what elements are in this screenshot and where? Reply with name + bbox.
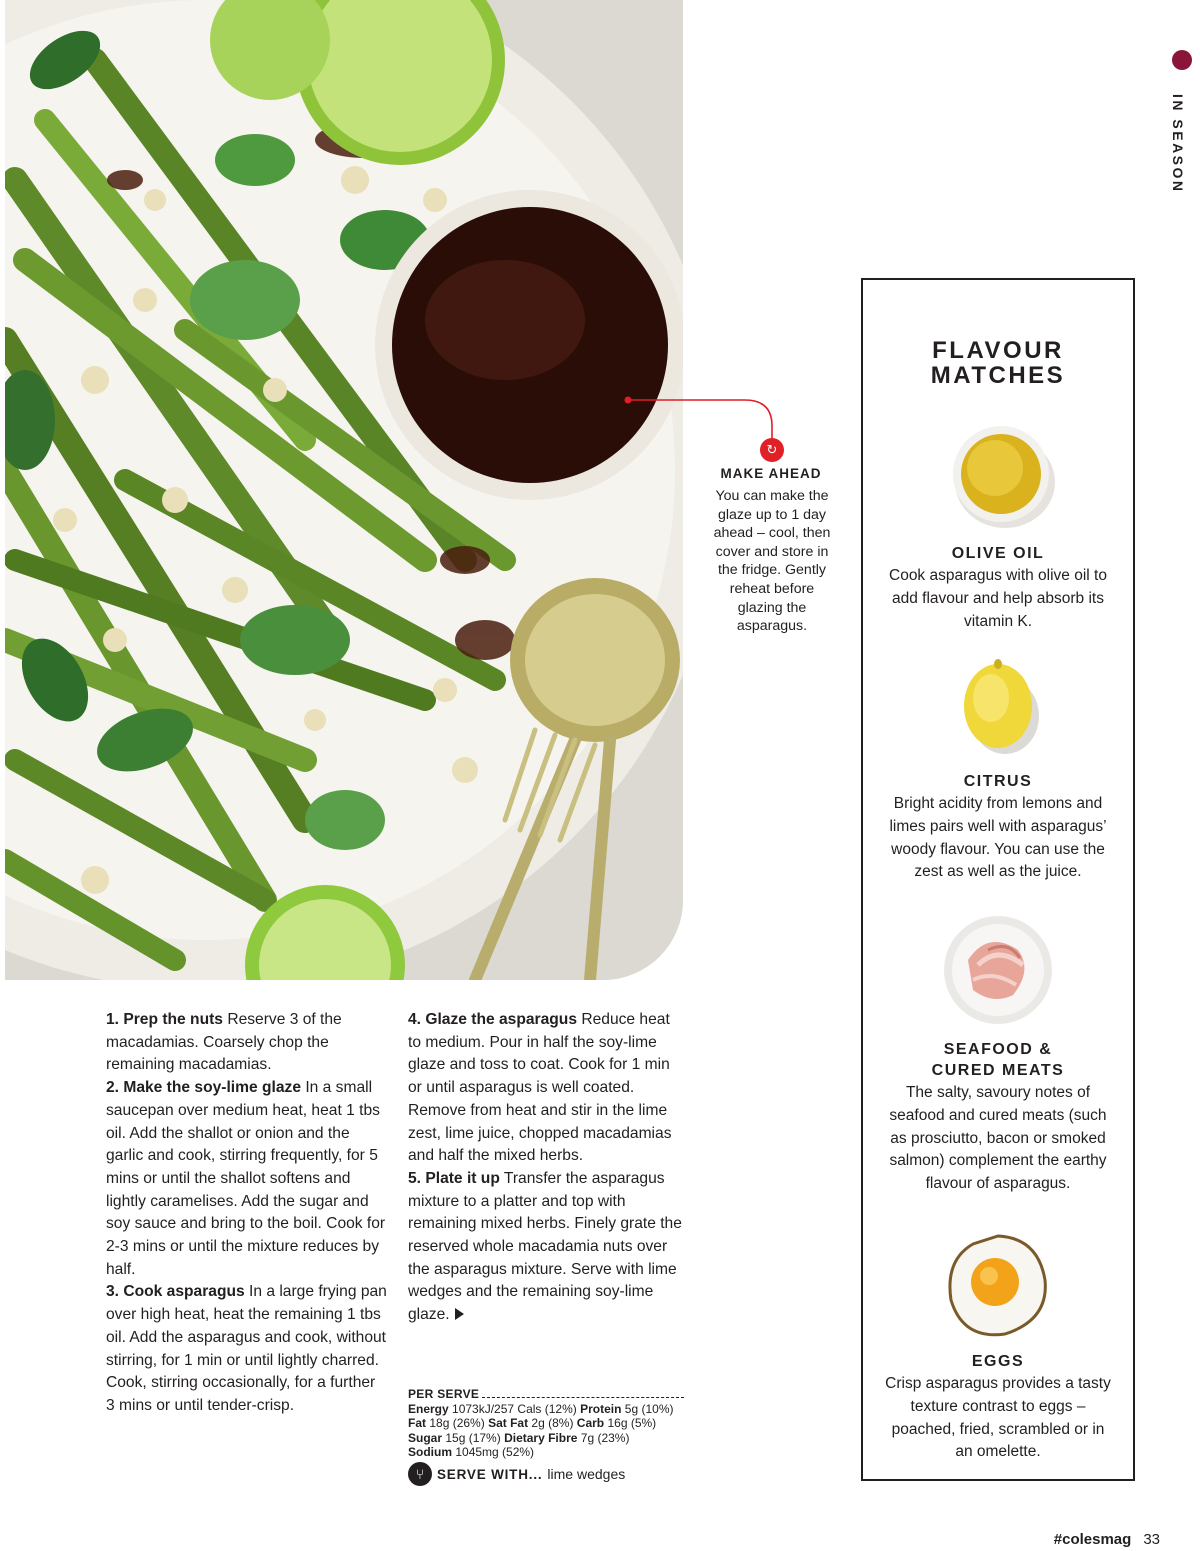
method-step xyxy=(106,1077,388,1281)
flavour-item-olive-oil xyxy=(863,422,1133,633)
nutrient-value: 15g (17%) xyxy=(445,1430,501,1445)
asparagus-dish-image xyxy=(5,0,683,980)
method-column-right xyxy=(408,1009,684,1327)
cutlery-icon: ⑂ xyxy=(408,1462,432,1486)
nutrition-line-2 xyxy=(408,1416,684,1431)
callout-body: You can make the glaze up to 1 day ahead – cool, then cover and store in the fridge. Gently reheat before glazing the asparagus. xyxy=(713,488,831,635)
make-ahead-icon: ↻ xyxy=(760,438,784,462)
flavour-desc: Crisp asparagus provides a tasty texture contrast to eggs – poached, fried, scrambled or in an omelette. xyxy=(885,1375,1111,1461)
flavour-matches-title-line1: FLAVOUR xyxy=(932,337,1064,364)
footer-hashtag: #colesmag xyxy=(1053,1531,1132,1548)
flavour-name-line1: SEAFOOD & xyxy=(943,1041,1053,1058)
nutrient-value: 7g (23%) xyxy=(580,1430,630,1445)
flavour-name: EGGS xyxy=(971,1353,1025,1370)
nutrient-label: Protein xyxy=(580,1401,622,1416)
section-tab: IN SEASON xyxy=(1170,94,1186,194)
method-step xyxy=(106,1009,388,1077)
prosciutto-plate-image xyxy=(938,910,1058,1026)
flavour-item-eggs xyxy=(863,1230,1133,1464)
flavour-desc: Cook asparagus with olive oil to add flavour and help absorb its vitamin K. xyxy=(889,567,1107,630)
step-text: In a large frying pan over high heat, heat the remaining 1 tbs oil. Add the asparagus and cook, without stirring, for 1 min or until lightly charred. Cook, stirring occasionally, for a further 3 mins or until tender-crisp. xyxy=(106,1283,387,1414)
nutrient-value: 1073kJ/257 Cals (12%) xyxy=(452,1401,577,1416)
step-text: In a small saucepan over medium heat, heat 1 tbs oil. Add the shallot or onion and the garlic and cook, stirring frequently, for 5 mins or until the shallot softens and lightly caramelises. Add the sugar and soy sauce and bring to the boil. Cook for 2-3 mins or until the mixture reduces by half. xyxy=(106,1079,386,1278)
method-step xyxy=(408,1168,684,1327)
hero-photo xyxy=(5,0,683,980)
nutrient-label: Carb xyxy=(576,1416,605,1430)
step-title: 5. Plate it up xyxy=(408,1169,500,1187)
method-step xyxy=(106,1281,388,1417)
flavour-item-seafood-cured-meats xyxy=(863,910,1133,1196)
flavour-desc: Bright acidity from lemons and limes pairs well with asparagus’ woody flavour. You can use the zest as well as the juice. xyxy=(889,795,1107,881)
end-triangle-icon xyxy=(455,1308,464,1320)
nutrient-label: Energy xyxy=(408,1401,449,1416)
page-number: 33 xyxy=(1143,1531,1160,1548)
nutrition-header xyxy=(408,1387,684,1402)
serve-with xyxy=(408,1462,625,1486)
step-text: Reserve 3 of the macadamias. Coarsely chop the remaining macadamias. xyxy=(106,1011,342,1074)
step-text: Reduce heat to medium. Pour in half the soy-lime glaze and toss to coat. Cook for 1 min or until asparagus is well coated. Remove from heat and stir in the lime zest, lime juice, chopped macadamias and half the mixed herbs. xyxy=(408,1011,672,1165)
flavour-matches-title xyxy=(863,338,1133,388)
page-footer xyxy=(1054,1531,1160,1548)
nutrient-value: 2g (8%) xyxy=(531,1416,574,1430)
nutrient-value: 5g (10%) xyxy=(624,1401,674,1416)
flavour-matches-box xyxy=(861,278,1135,1481)
section-dot-icon xyxy=(1172,50,1192,70)
dashed-divider xyxy=(482,1391,684,1398)
nutrition-line-3 xyxy=(408,1431,684,1446)
nutrient-label: Sodium xyxy=(408,1445,452,1459)
serve-with-label: SERVE WITH... xyxy=(437,1466,543,1482)
lemon-image xyxy=(943,650,1053,758)
method-step xyxy=(408,1009,684,1168)
nutrient-label: Sugar xyxy=(408,1430,443,1445)
nutrient-label: Fat xyxy=(408,1416,426,1430)
step-title: 3. Cook asparagus xyxy=(106,1283,245,1301)
nutrition-line-4 xyxy=(408,1445,684,1460)
callout-title: MAKE AHEAD xyxy=(720,466,822,481)
flavour-item-citrus xyxy=(863,650,1133,884)
nutrient-label: Sat Fat xyxy=(488,1416,529,1430)
step-text: Transfer the asparagus mixture to a platter and top with remaining mixed herbs. Finely grate the reserved whole macadamia nuts over the asparagus mixture. Serve with lime wedges and the remaining soy-lime glaze. xyxy=(408,1169,682,1324)
step-title: 2. Make the soy-lime glaze xyxy=(106,1079,301,1097)
nutrient-value: 1045mg (52%) xyxy=(455,1445,535,1459)
nutrition-header-label: PER SERVE xyxy=(408,1387,480,1401)
flavour-name: CITRUS xyxy=(963,773,1033,790)
serve-with-value: lime wedges xyxy=(547,1466,626,1482)
nutrient-value: 16g (5%) xyxy=(607,1416,657,1430)
nutrient-label: Dietary Fibre xyxy=(504,1430,578,1445)
nutrition-line-1 xyxy=(408,1402,684,1417)
flavour-name: OLIVE OIL xyxy=(951,545,1045,562)
nutrition-panel xyxy=(408,1387,684,1460)
flavour-desc: The salty, savoury notes of seafood and cured meats (such as prosciutto, bacon or smoked salmon) complement the earthy flavour of asparagus. xyxy=(889,1084,1107,1193)
flavour-name xyxy=(863,1039,1133,1081)
flavour-name-line2: CURED MEATS xyxy=(931,1062,1065,1079)
method-column-left xyxy=(106,1009,388,1418)
fried-egg-image xyxy=(943,1230,1053,1342)
nutrient-value: 18g (26%) xyxy=(429,1416,485,1430)
step-title: 4. Glaze the asparagus xyxy=(408,1011,578,1028)
flavour-matches-title-line2: MATCHES xyxy=(930,362,1066,389)
step-title: 1. Prep the nuts xyxy=(106,1011,223,1028)
olive-oil-bowl-image xyxy=(933,422,1063,532)
